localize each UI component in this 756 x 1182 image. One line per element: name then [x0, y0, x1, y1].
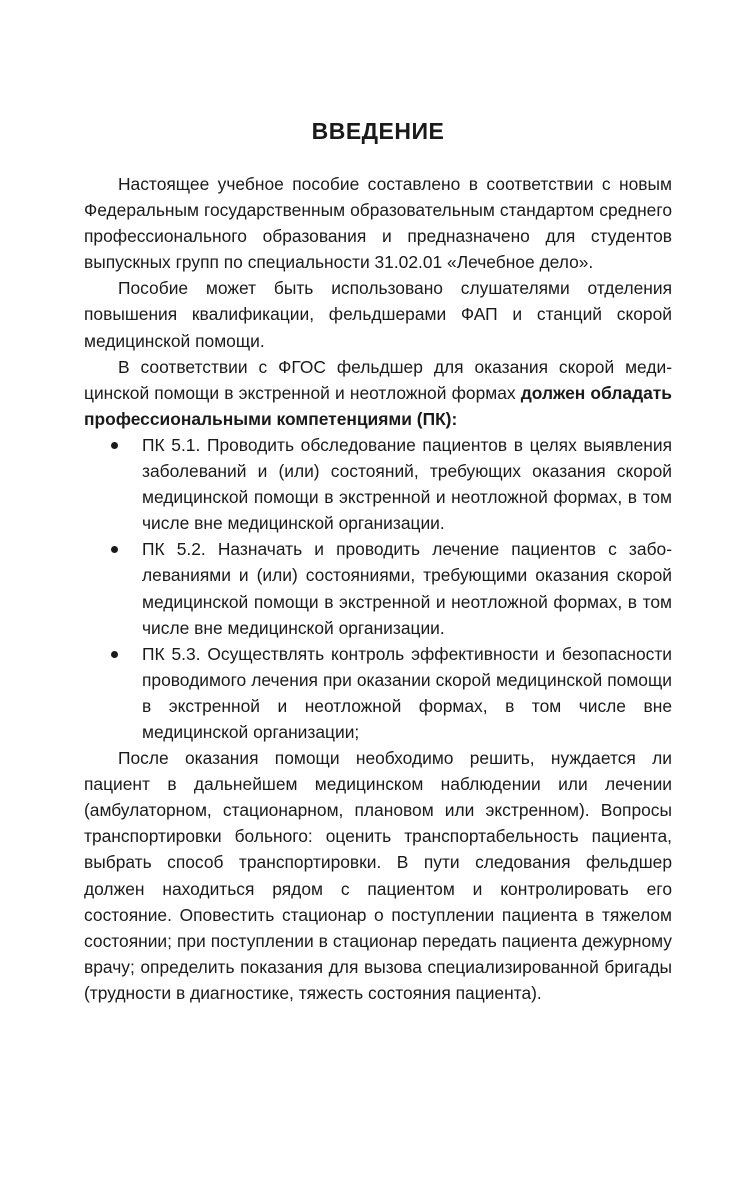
competency-list: [84, 432, 672, 745]
paragraph-closing: После оказания помощи необходимо решить, нуждается ли пациент в дальнейшем медицинском наблюдении или лечении (амбулаторном, стационарном, плановом или экстренном). Вопросы транспортировки больного: оценить транспортабельность пациента, выбрать способ транспортировки. В пути следования фельдшер должен находиться рядом с пациентом и контролировать его состояние. Оповестить стационар о поступлении пациента в тяжелом состоянии; при поступлении в стационар передать пациента дежурному врачу; определить показания для вызова специализированной бригады (трудности в диагностике, тяжесть состояния пациента).: [84, 748, 672, 1003]
list-item: [84, 432, 672, 536]
paragraph-audience: Пособие может быть использовано слушателями отделения повышения квалификации, фельдшерами ФАП и станций скорой медицинской помощи.: [84, 278, 672, 351]
competency-text: ПК 5.2. Назначать и проводить лечение пациентов с заболеваниями и (или) состояниями, требующими оказания скорой медицинской помощи в экстренной и неотложной формах, в том числе вне медицинской организации.: [142, 539, 672, 638]
bullet-icon: [111, 442, 118, 449]
bullet-icon: [111, 651, 118, 658]
competencies-intro-bold: должен обладать профессиональными компетенциями (ПК):: [84, 382, 672, 429]
competency-text: ПК 5.1. Проводить обследование пациентов в целях выявления заболеваний и (или) состояний, требующих оказания скорой медицинской помощи в экстренной и неотложной формах, в том числе вне медицинской организации.: [142, 434, 672, 534]
bullet-icon: [111, 546, 118, 553]
page-title: ВВЕДЕНИЕ: [311, 118, 445, 144]
list-item: [84, 641, 672, 745]
paragraph-intro: Настоящее учебное пособие составлено в соответствии с новым Федеральным государственным образовательным стандартом среднего профессионального образования и предназначено для студентов выпускных групп по специальности 31.02.01 «Лечебное дело».: [84, 174, 672, 273]
body-text: [84, 171, 672, 1006]
competency-text: ПК 5.3. Осуществлять контроль эффективности и безопасности проводимого лечения при оказании скорой медицинской помощи в экстренной и неотложной формах, в том числе вне медицинской организации;: [142, 643, 672, 742]
competencies-intro-text: В соответствии с ФГОС фельдшер для оказания скорой медицинской помощи в экстренной и неотложной формах: [84, 356, 672, 403]
paragraph-competencies-intro: [84, 354, 672, 432]
list-item: [84, 536, 672, 640]
